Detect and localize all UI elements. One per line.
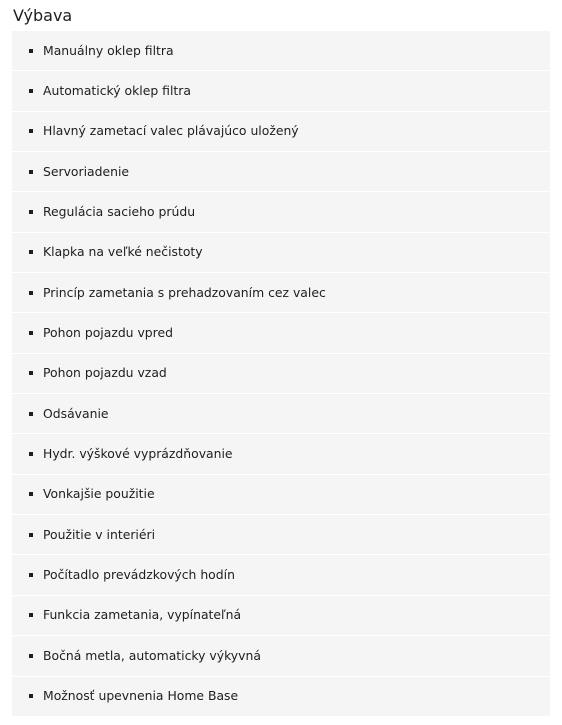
list-item: [12, 71, 550, 110]
list-item-label: Servoriadenie: [43, 163, 130, 179]
list-item-label: Pohon pojazdu vzad: [43, 365, 167, 381]
bullet-icon: [29, 210, 33, 214]
bullet-icon: [29, 291, 33, 295]
list-item: [12, 475, 550, 514]
list-item: [12, 515, 550, 554]
list-item: [12, 192, 550, 231]
bullet-icon: [29, 331, 33, 335]
list-item: [12, 273, 550, 312]
list-item: [12, 31, 550, 70]
list-item-label: Vonkajšie použitie: [43, 486, 155, 502]
list-item: [12, 677, 550, 716]
bullet-icon: [29, 613, 33, 617]
list-item-label: Funkcia zametania, vypínateľná: [43, 607, 242, 623]
list-item: [12, 152, 550, 191]
list-item-label: Klapka na veľké nečistoty: [43, 244, 203, 260]
bullet-icon: [29, 49, 33, 53]
list-item-label: Pohon pojazdu vpred: [43, 325, 173, 341]
bullet-icon: [29, 492, 33, 496]
bullet-icon: [29, 412, 33, 416]
list-item-label: Hlavný zametací valec plávajúco uložený: [43, 123, 299, 139]
list-item: [12, 394, 550, 433]
bullet-icon: [29, 89, 33, 93]
list-item: [12, 354, 550, 393]
list-item-label: Regulácia sacieho prúdu: [43, 204, 196, 220]
list-item-label: Automatický oklep filtra: [43, 83, 191, 99]
list-item-label: Počítadlo prevádzkových hodín: [43, 567, 235, 583]
bullet-icon: [29, 170, 33, 174]
list-item: [12, 636, 550, 675]
list-item: [12, 555, 550, 594]
bullet-icon: [29, 371, 33, 375]
list-item-label: Odsávanie: [43, 405, 109, 421]
list-item: [12, 313, 550, 352]
list-item: [12, 233, 550, 272]
bullet-icon: [29, 573, 33, 577]
list-item-label: Princíp zametania s prehadzovaním cez valec: [43, 284, 326, 300]
feature-list: [12, 31, 550, 716]
bullet-icon: [29, 129, 33, 133]
list-item-label: Použitie v interiéri: [43, 526, 156, 542]
bullet-icon: [29, 452, 33, 456]
list-item: [12, 434, 550, 473]
section-title: Výbava: [13, 6, 73, 25]
list-item: [12, 596, 550, 635]
bullet-icon: [29, 533, 33, 537]
list-item-label: Hydr. výškové vyprázdňovanie: [43, 446, 233, 462]
list-item-label: Bočná metla, automaticky výkyvná: [43, 647, 261, 663]
list-item-label: Manuálny oklep filtra: [43, 42, 174, 58]
bullet-icon: [29, 250, 33, 254]
list-item: [12, 112, 550, 151]
bullet-icon: [29, 694, 33, 698]
bullet-icon: [29, 654, 33, 658]
list-item-label: Možnosť upevnenia Home Base: [43, 688, 239, 704]
